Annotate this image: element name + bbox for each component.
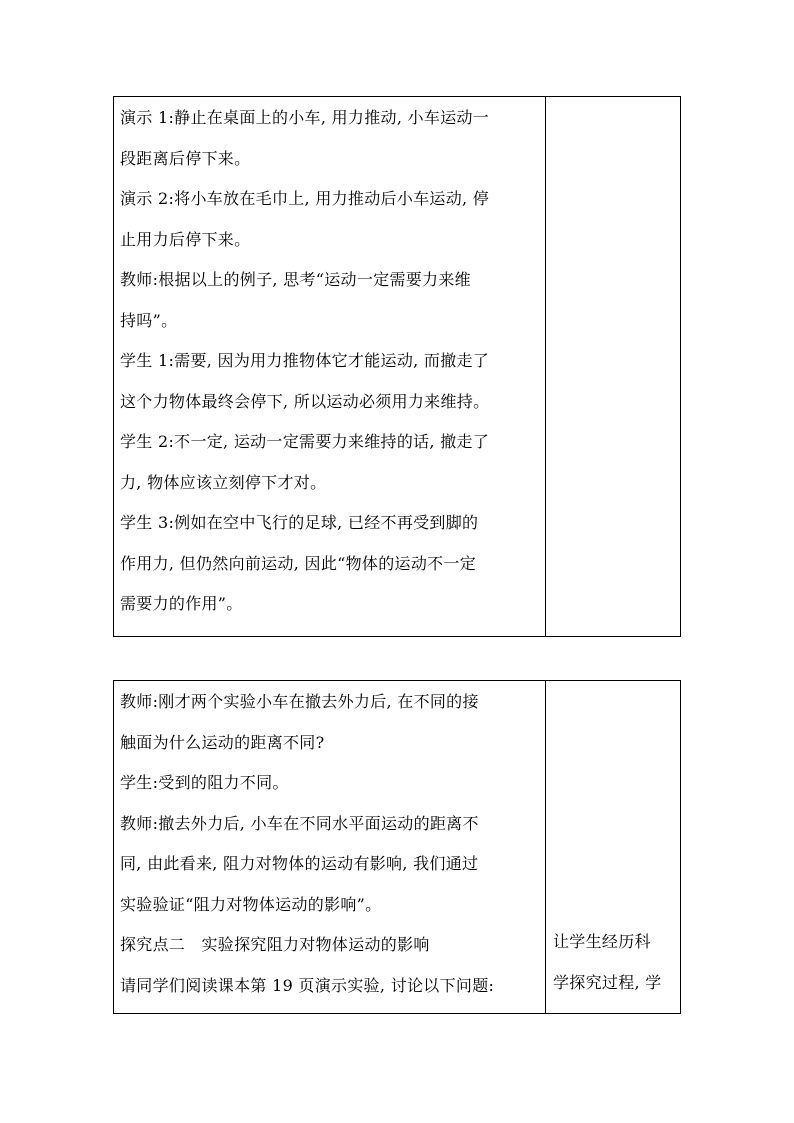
note-line: 学探究过程, 学 bbox=[553, 972, 662, 992]
text-line: 演示 2:将小车放在毛巾上, 用力推动后小车运动, 停 bbox=[120, 189, 490, 208]
text-line: 作用力, 但仍然向前运动, 因此“物体的运动不一定 bbox=[120, 553, 477, 573]
notes-column bbox=[546, 681, 680, 1013]
text-line: 这个力物体最终会停下, 所以运动必须用力来维持。 bbox=[120, 391, 490, 411]
activity-column bbox=[114, 97, 546, 636]
note-line: 让学生经历科 bbox=[553, 932, 651, 951]
text-line: 段距离后停下来。 bbox=[120, 148, 251, 168]
text-line: 请同学们阅读课本第 19 页演示实验, 讨论以下问题: bbox=[120, 975, 495, 995]
text-line: 教师:撤去外力后, 小车在不同水平面运动的距离不 bbox=[120, 813, 479, 833]
text-line: 教师:刚才两个实验小车在撤去外力后, 在不同的接 bbox=[120, 692, 479, 711]
text-line: 学生 3:例如在空中飞行的足球, 已经不再受到脚的 bbox=[120, 513, 479, 532]
lesson-table-1 bbox=[113, 96, 681, 637]
text-line: 教师:根据以上的例子, 思考“运动一定需要力来维 bbox=[120, 270, 471, 289]
text-line: 同, 由此看来, 阻力对物体的运动有影响, 我们通过 bbox=[120, 854, 479, 873]
text-line: 学生 1:需要, 因为用力推物体它才能运动, 而撤走了 bbox=[120, 351, 490, 370]
text-line: 学生 2:不一定, 运动一定需要力来维持的话, 撤走了 bbox=[120, 432, 490, 451]
section-heading: 探究点二 实验探究阻力对物体运动的影响 bbox=[120, 935, 430, 954]
text-line: 触面为什么运动的距离不同? bbox=[120, 732, 325, 752]
activity-column bbox=[114, 681, 546, 1013]
text-line: 力, 物体应该立刻停下才对。 bbox=[120, 472, 327, 492]
text-line: 演示 1:静止在桌面上的小车, 用力推动, 小车运动一 bbox=[120, 108, 490, 127]
lesson-table-2 bbox=[113, 680, 681, 1014]
notes-column bbox=[546, 97, 680, 636]
text-line: 需要力的作用”。 bbox=[120, 594, 243, 613]
text-line: 持吗”。 bbox=[120, 310, 178, 330]
text-line: 学生:受到的阻力不同。 bbox=[120, 773, 289, 792]
text-line: 止用力后停下来。 bbox=[120, 229, 251, 249]
text-line: 实验验证“阻力对物体运动的影响”。 bbox=[120, 894, 382, 914]
